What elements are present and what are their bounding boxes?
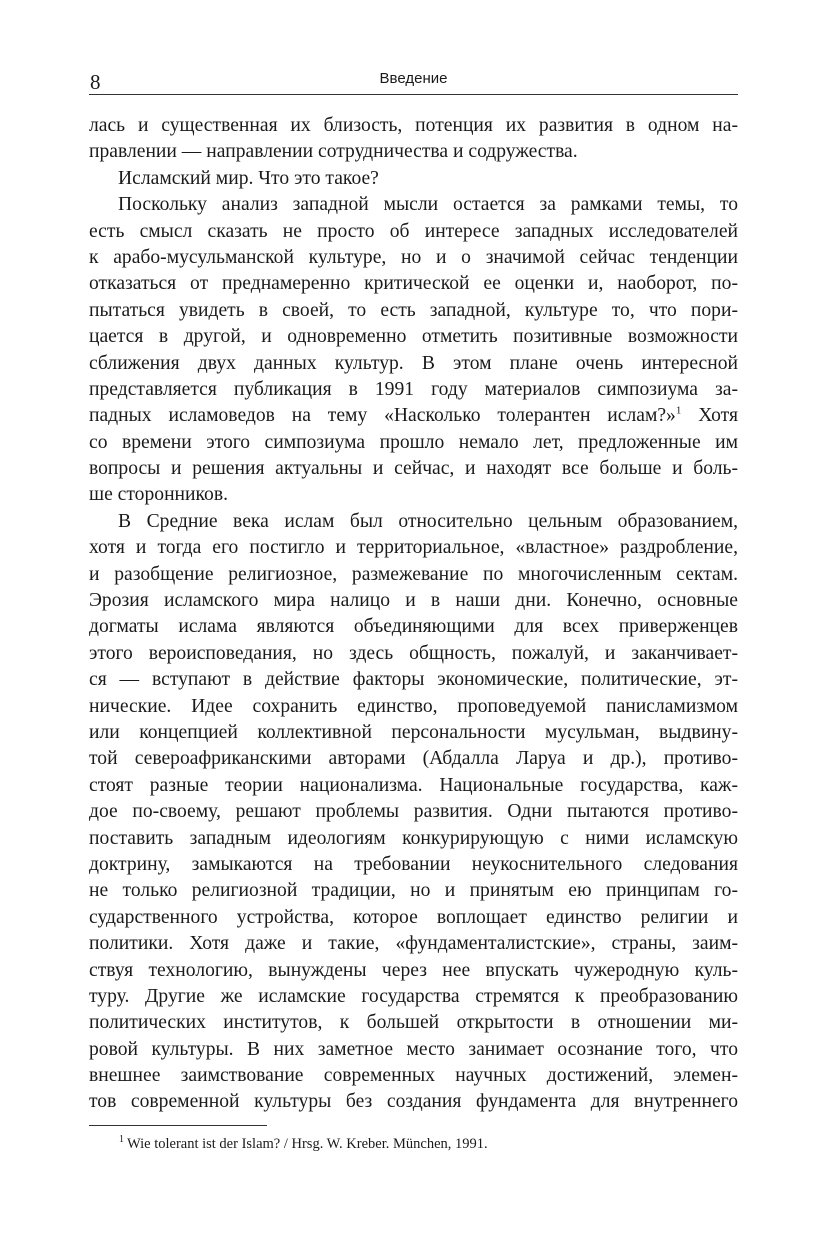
text-line [89,799,738,825]
footnote-divider [89,1125,267,1126]
text-line [89,430,738,456]
line-text: политики. Хотя даже и такие, «фундаменталистские», страны, заим- [89,933,738,955]
line-text: не только религиозной традиции, но и принятым ею принципам го- [89,880,738,902]
line-text: поставить западным идеологиям конкурирующую с ними исламскую [89,827,738,849]
line-text: ше сторонников. [89,484,229,506]
body-text [89,113,738,1116]
text-line [89,1063,738,1089]
text-line [89,878,738,904]
line-text: догматы ислама являются объединяющими для всех приверженцев [89,616,738,638]
text-line [89,351,738,377]
line-text: ровой культуры. В них заметное место занимает осознание того, что [89,1038,738,1060]
text-line [89,298,738,324]
line-text: или концепцией коллективной персональности мусульман, выдвину- [89,721,738,743]
text-line [89,1010,738,1036]
line-text: ствуя технологию, вынуждены через нее впускать чужеродную куль- [89,959,738,981]
text-line [89,614,738,640]
text-line [89,1037,738,1063]
footnote-text: Wie tolerant ist der Islam? / Hrsg. W. Kreber. München, 1991. [127,1136,488,1152]
text-line [89,588,738,614]
line-text: вопросы и решения актуальны и сейчас, и находят все больше и боль- [89,458,738,480]
line-text: политических институтов, к большей открытости в отношении ми- [89,1012,738,1034]
text-line [89,984,738,1010]
line-text: цается в другой, и одновременно отметить позитивные возможности [89,326,738,348]
text-line [89,139,738,165]
line-text: дое по-своему, решают проблемы развития. Одни пытаются противо- [89,801,738,823]
text-line [89,641,738,667]
text-line [89,773,738,799]
line-text: нические. Идее сохранить единство, проповедуемой панисламизмом [89,695,738,717]
line-text: отказаться от преднамеренно критической ее оценки и, наоборот, по- [89,273,738,295]
line-text: этого вероисповедания, но здесь общность, пожалуй, и заканчивает- [89,642,738,664]
line-text: хотя и тогда его постигло и территориальное, «властное» раздробление, [89,537,738,559]
text-line [89,219,738,245]
line-text: доктрину, замыкаются на требовании неукоснительного следования [89,853,738,875]
line-text: к арабо-мусульманской культуре, но и о значимой сейчас тенденции [89,246,738,268]
text-line [89,509,738,535]
text-line [89,694,738,720]
line-text: сударственного устройства, которое воплощает единство религии и [89,906,738,928]
text-line [89,562,738,588]
text-line [89,667,738,693]
line-text: тов современной культуры без создания фундамента для внутреннего [89,1091,738,1113]
text-line [89,192,738,218]
page-header [89,68,738,95]
text-line [89,271,738,297]
page-number: 8 [90,70,101,94]
line-text: В Средние века ислам был относительно цельным образованием, [118,510,738,532]
text-line [89,852,738,878]
text-line [89,746,738,772]
text-line [89,403,738,429]
line-text: правлении — направлении сотрудничества и содружества. [89,141,578,163]
text-line [89,535,738,561]
line-text: есть смысл сказать не просто об интересе западных исследователей [89,220,738,242]
line-text: той североафриканскими авторами (Абдалла Ларуа и др.), противо- [89,748,738,770]
line-text: Исламский мир. Что это такое? [118,167,379,189]
line-text: сближения двух данных культур. В этом плане очень интересной [89,352,738,374]
text-line [89,1089,738,1115]
text-line [89,324,738,350]
footnote [119,1136,488,1153]
footnote-marker: 1 [119,1134,124,1146]
footnote-reference: 1 [675,404,682,417]
line-text: лась и существенная их близость, потенция их развития в одном на- [89,115,738,136]
line-text: пытаться увидеть в своей, то есть западной, культуре то, что пори- [89,299,738,321]
line-text: падных исламоведов на тему «Насколько толерантен ислам?» [89,405,676,427]
line-text: со времени этого симпозиума прошло немало лет, предложенные им [89,431,738,453]
line-text: стоят разные теории национализма. Национальные государства, каж- [89,774,738,796]
text-line [89,482,738,508]
text-line [89,245,738,271]
running-title: Введение [379,70,448,87]
text-line [89,958,738,984]
line-text: ся — вступают в действие факторы экономические, политические, эт- [89,669,738,691]
text-line [89,720,738,746]
text-line [89,905,738,931]
text-line [89,377,738,403]
line-text: и разобщение религиозное, размежевание по многочисленным сектам. [89,563,738,585]
text-line [89,826,738,852]
text-line [89,166,738,192]
text-line [89,931,738,957]
line-text: внешнее заимствование современных научных достижений, элемен- [89,1065,738,1087]
line-text: туру. Другие же исламские государства стремятся к преобразованию [89,985,738,1007]
text-line [89,456,738,482]
line-text-after-reference: Хотя [681,405,738,427]
line-text: представляется публикация в 1991 году материалов симпозиума за- [89,378,738,400]
line-text: Поскольку анализ западной мысли остается за рамками темы, то [118,194,738,216]
line-text: Эрозия исламского мира налицо и в наши дни. Конечно, основные [89,590,738,612]
text-line [89,113,738,139]
